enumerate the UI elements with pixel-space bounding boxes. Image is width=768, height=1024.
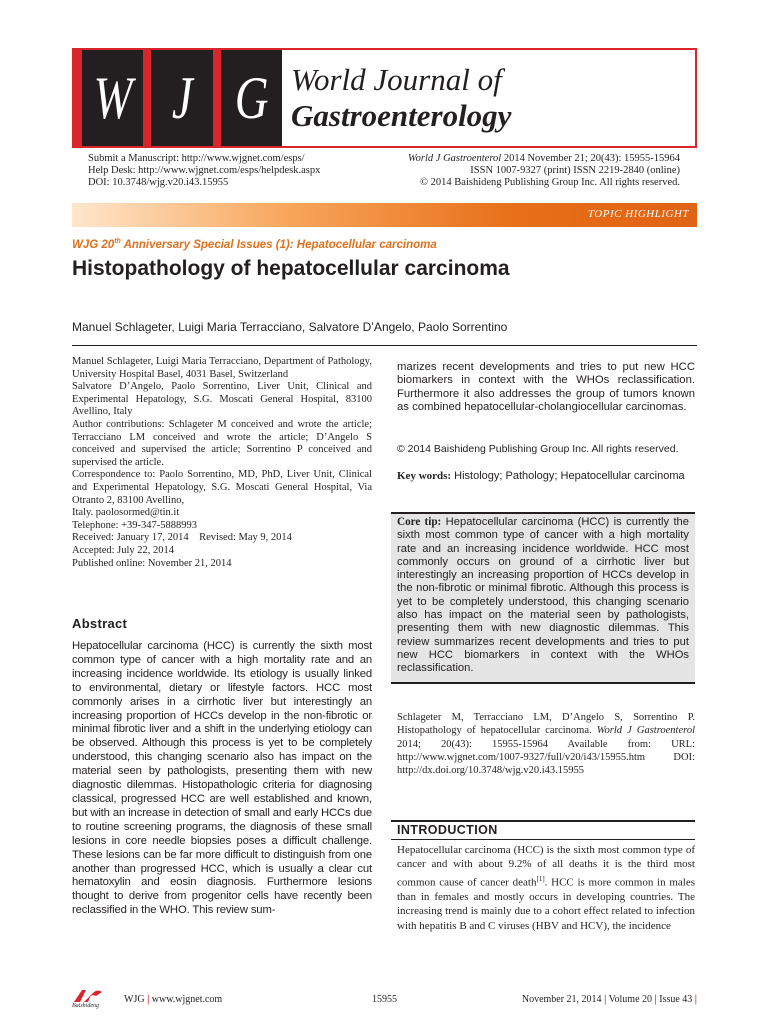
received-date: Received: January 17, 2014 [72,532,189,544]
affiliation-line: Salvatore D’Angelo, Paolo Sorrentino, Liver Unit, Clinical and Experimental Hepatology, S.G. Moscati General Hospital, 83100 Avellino, Italy [72,381,372,418]
doi-text: DOI: 10.3748/wjg.v20.i43.15955 [88,177,229,188]
publisher-logo: Baishideng [72,988,112,1012]
journal-logo [74,50,282,146]
journal-abbrev: World J Gastroenterol [407,153,502,164]
core-tip-label: Core tip: [397,516,442,528]
reference-link[interactable]: [1] [536,874,545,883]
footer-issue: Issue 43 [659,994,693,1005]
published-date: Published online: November 21, 2014 [72,557,232,569]
introduction-heading: INTRODUCTION [391,820,695,840]
page-footer: Baishideng WJG | www.wjgnet.com 15955 November 21, 2014 | Volume 20 | Issue 43 | [72,986,697,1014]
author-contributions: Author contributions: Schlageter M conceived and wrote the article; Terracciano LM conceived and wrote the article; D’Angelo S conceived and supervised the article; Sorrentino P conceived and supervised the article. [72,418,372,468]
abstract-continued: marizes recent developments and tries to put new HCC biomarkers in context with the WHOs reclassification. Furthermore it also addresses the group of tumors known as combined hepatocellular-cholangiocellular carcinomas. [397,361,695,414]
logo-letter-j: J [171,65,193,131]
issn-text: ISSN 1007-9327 (print) ISSN 2219-2840 (online) [470,165,680,176]
logo-letter-g: G [234,65,269,131]
divider [72,345,697,346]
core-tip-box [391,512,695,684]
special-issue-label: WJG 20th Anniversary Special Issues (1): Hepatocellular carcinoma [72,238,437,251]
footer-volume: Volume 20 [608,994,653,1005]
journal-name: World Journal of Gastroenterology [291,62,512,133]
submit-link[interactable]: Submit a Manuscript: http://www.wjgnet.com/esps/ [88,153,305,164]
topic-highlight-bar [72,203,697,227]
revised-date: Revised: May 9, 2014 [199,532,292,544]
issue-citation: 2014 November 21; 20(43): 15955-15964 [501,153,680,164]
author-list: Manuel Schlageter, Luigi Maria Terracciano, Salvatore D’Angelo, Paolo Sorrentino [72,320,508,334]
affiliation-line: Manuel Schlageter, Luigi Maria Terracciano, Department of Pathology, University Hospital Basel, 4031 Basel, Switzerland [72,356,372,380]
article-title: Histopathology of hepatocellular carcinoma [72,257,510,280]
citation-block: Schlageter M, Terracciano LM, D’Angelo S, Sorrentino P. Histopathology of hepatocellular carcinoma. World J Gastroenterol 2014; 20(43): 15955-15964 Available from: URL: http://www.wjgnet.com/1007-9327/full/v20/i43/15955.htm DOI: http://dx.doi.org/10.3748/wjg.v20.i43.15955 [397,712,695,777]
affiliation-block [72,356,372,570]
core-tip-text: Hepatocellular carcinoma (HCC) is currently the sixth most common type of cancer with a high mortality rate and an increasing incidence worldwide. HCC most commonly occurs on ground of a cirrhotic liver but interestingly an increasing proportion of HCCs develop in the non-fibrotic or minimal fibrotic. Although this process is yet to be completely understood, this changing scenario also has impact on the material seen by pathologists, presenting them with new diagnostic dilemmas. This review summarizes recent developments and tries to put new HCC biomarkers in context with the WHOs reclassification. [397,516,689,675]
abstract-text: Hepatocellular carcinoma (HCC) is currently the sixth most common type of cancer with a high mortality rate and an increasing incidence worldwide. Its etiology is usually linked to environmental, dietary or lifestyle factors. HCC most commonly arises in a cirrhotic liver but interestingly an increasing proportion of HCCs develop in the non-fibrotic or minimal fibrotic liver and a shift in the underlying etiology can be observed. Although this process is yet to be completely understood, this changing scenario also has impact on the material seen by pathologists, presenting them with new diagnostic dilemmas. Histopathologic criteria for diagnosing classical, progressed HCC are well established and known, but with an increase in detection of small and early HCCs due to routine screening programs, the diagnosis of these small lesions in core needle biopsies poses a difficult challenge. These lesions can be far more difficult to distinguish from one another than progressed HCC, which is usually a clear cut hematoxylin and eosin diagnosis. Furthermore lesions thought to derive from progenitor cells have recently been reclassified in the WHO. This review sum- [72,640,372,917]
footer-journal: WJG [124,994,145,1005]
keywords: Key words: Histology; Pathology; Hepatocellular carcinoma [397,470,685,482]
footer-date: November 21, 2014 [521,994,602,1005]
accepted-date: Accepted: July 22, 2014 [72,544,175,556]
correspondence: Correspondence to: Paolo Sorrentino, MD, PhD, Liver Unit, Clinical and Experimental Hepatology, S.G. Moscati General Hospital, Via Otranto 2, 83100 Avellino, [72,469,372,506]
header-copyright: © 2014 Baishideng Publishing Group Inc. All rights reserved. [420,177,680,188]
telephone: Telephone: +39-347-5888993 [72,519,198,531]
submission-info [88,153,320,189]
journal-masthead [72,48,697,148]
logo-letter-w: W [93,65,133,131]
abstract-copyright: © 2014 Baishideng Publishing Group Inc. All rights reserved. [397,443,679,455]
correspondence-email[interactable]: Italy. paolosormed@tin.it [72,507,180,519]
abstract-heading: Abstract [72,616,128,631]
help-desk-link[interactable]: Help Desk: http://www.wjgnet.com/esps/helpdesk.aspx [88,165,321,176]
topic-label: TOPIC HIGHLIGHT [587,208,689,220]
issue-info [390,153,680,189]
introduction-text: Hepatocellular carcinoma (HCC) is the sixth most common type of cancer and with about 9.2% of all deaths it is the third most common cause of cancer death[1]. HCC is more common in males than in females and mostly occurs in developing countries. The increasing trend is mainly due to a cohort effect related to infection with hepatitis B and C viruses (HBV and HCV), the incidence [397,844,695,932]
footer-url[interactable]: www.wjgnet.com [151,994,223,1005]
page-number: 15955 [372,994,397,1005]
publisher-logo-icon [72,988,108,1004]
